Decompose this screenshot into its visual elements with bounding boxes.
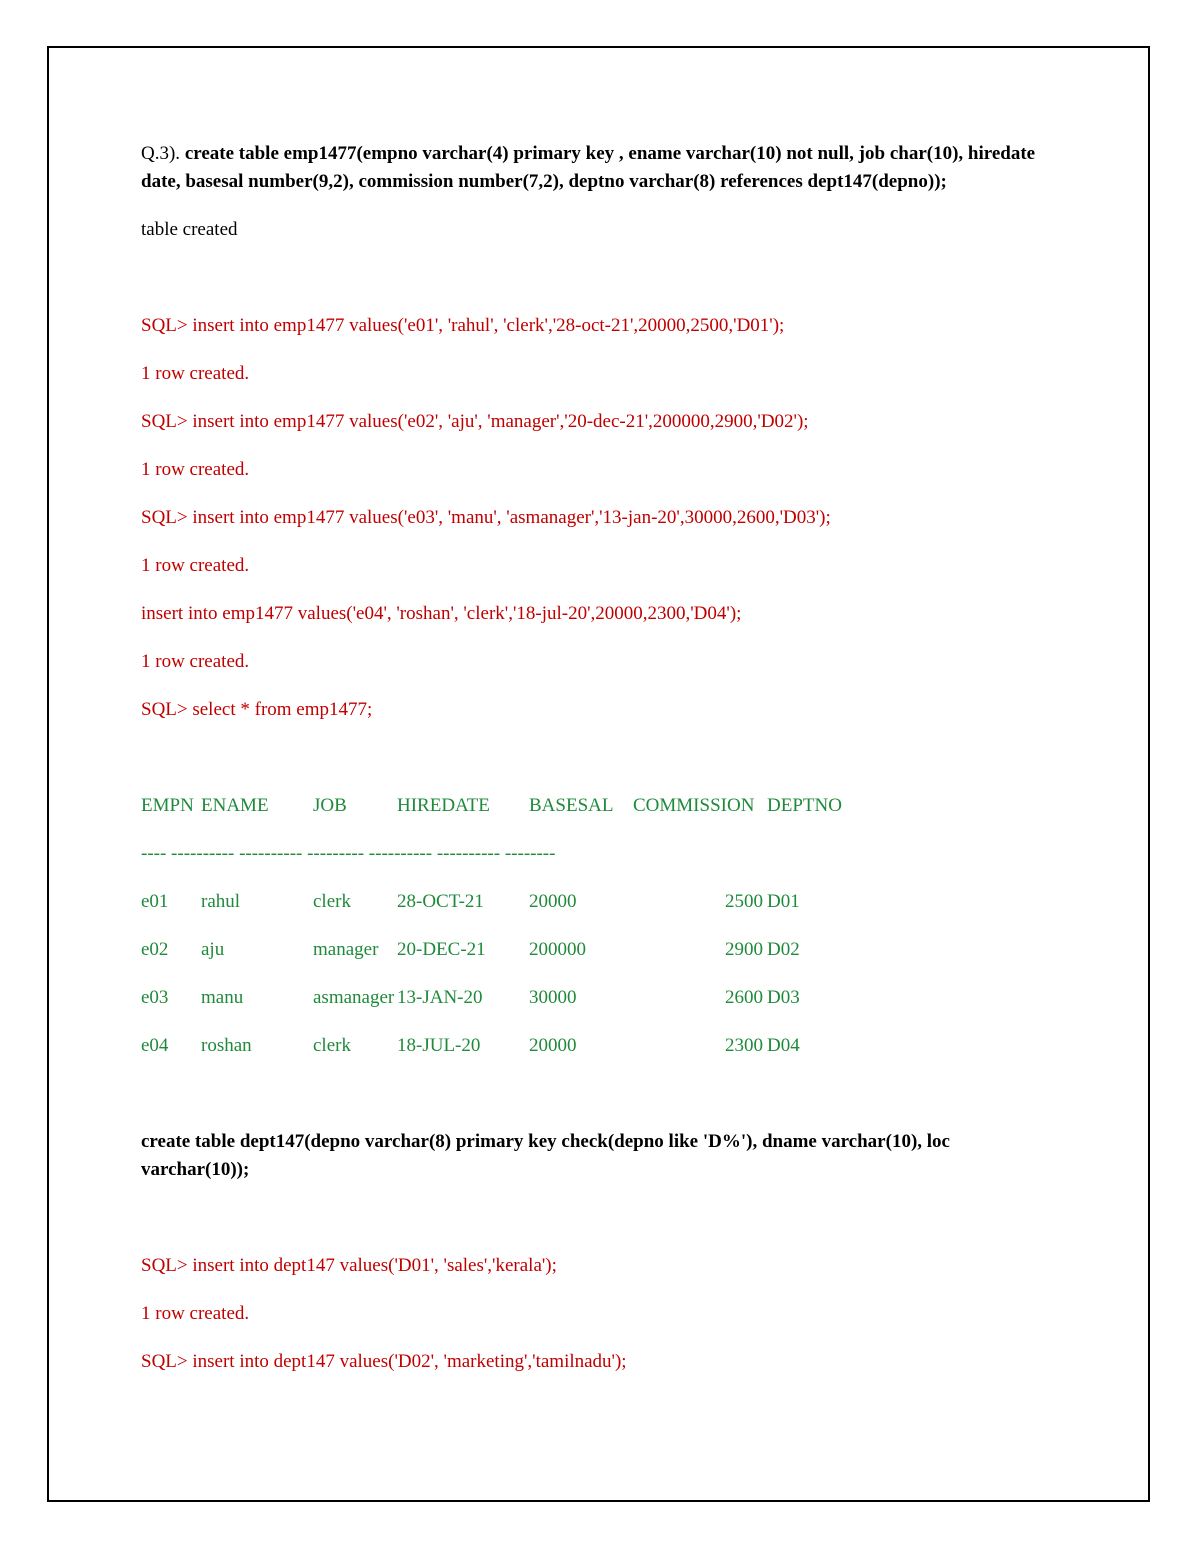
cell-basesal: 200000 xyxy=(529,939,586,960)
result-header-row xyxy=(141,782,867,830)
cell-basesal: 30000 xyxy=(529,987,577,1008)
cell-empno: e04 xyxy=(141,1035,169,1056)
header-empn: EMPN xyxy=(141,795,194,816)
emp-insert-stmt-2: SQL> insert into emp1477 values('e02', 'aju', 'manager','20-dec-21',200000,2900,'D02'); xyxy=(141,411,809,432)
emp-insert-stmt-1: SQL> insert into emp1477 values('e01', 'rahul', 'clerk','28-oct-21',20000,2500,'D01'); xyxy=(141,315,785,336)
cell-hiredate: 28-OCT-21 xyxy=(397,891,484,912)
cell-ename: roshan xyxy=(201,1035,252,1056)
emp-result-table xyxy=(141,782,867,1070)
cell-commission: 2300 xyxy=(725,1035,763,1056)
table-row xyxy=(141,1022,867,1070)
table-row xyxy=(141,974,867,1022)
emp-insert-result-4: 1 row created. xyxy=(141,651,250,672)
emp-insert-result-2: 1 row created. xyxy=(141,459,250,480)
q3-create-emp-statement xyxy=(141,140,1041,196)
document-content xyxy=(141,140,1041,1376)
emp-insert-stmt-4: insert into emp1477 values('e04', 'roshan', 'clerk','18-jul-20',20000,2300,'D04'); xyxy=(141,603,742,624)
cell-job: manager xyxy=(313,939,379,960)
cell-job: clerk xyxy=(313,891,351,912)
emp-insert-stmt-3: SQL> insert into emp1477 values('e03', 'manu', 'asmanager','13-jan-20',30000,2600,'D03'); xyxy=(141,507,831,528)
cell-job: asmanager xyxy=(313,987,395,1008)
header-ename: ENAME xyxy=(201,795,269,816)
cell-hiredate: 18-JUL-20 xyxy=(397,1035,481,1056)
result-separator: ---- ---------- ---------- --------- ---------- ---------- -------- xyxy=(141,843,556,864)
cell-hiredate: 20-DEC-21 xyxy=(397,939,486,960)
dept-insert-stmt-2: SQL> insert into dept147 values('D02', 'marketing','tamilnadu'); xyxy=(141,1351,627,1372)
header-job: JOB xyxy=(313,795,347,816)
cell-commission: 2600 xyxy=(725,987,763,1008)
cell-ename: manu xyxy=(201,987,244,1008)
create-dept-statement: create table dept147(depno varchar(8) primary key check(depno like 'D%'), dname varchar(10), loc varchar(10)); xyxy=(141,1131,950,1180)
select-statement: SQL> select * from emp1477; xyxy=(141,699,373,720)
cell-basesal: 20000 xyxy=(529,1035,577,1056)
table-created-message: table created xyxy=(141,219,238,240)
emp-insert-result-3: 1 row created. xyxy=(141,555,250,576)
result-separator-row xyxy=(141,830,867,878)
cell-deptno: D01 xyxy=(767,891,800,912)
header-deptno: DEPTNO xyxy=(767,795,842,816)
cell-hiredate: 13-JAN-20 xyxy=(397,987,483,1008)
q3-label: Q.3). xyxy=(141,143,185,164)
cell-commission: 2900 xyxy=(725,939,763,960)
dept-insert-result-1: 1 row created. xyxy=(141,1303,250,1324)
cell-empno: e02 xyxy=(141,939,169,960)
cell-empno: e03 xyxy=(141,987,169,1008)
cell-commission: 2500 xyxy=(725,891,763,912)
header-basesal: BASESAL xyxy=(529,795,614,816)
cell-ename: aju xyxy=(201,939,225,960)
dept-insert-stmt-1: SQL> insert into dept147 values('D01', 'sales','kerala'); xyxy=(141,1255,557,1276)
header-commission: COMMISSION xyxy=(633,795,755,816)
cell-basesal: 20000 xyxy=(529,891,577,912)
cell-ename: rahul xyxy=(201,891,241,912)
create-emp-sql: create table emp1477(empno varchar(4) primary key , ename varchar(10) not null, job char(10), hiredate date, basesal number(9,2), commission number(7,2), deptno varchar(8) references dept147(depno)); xyxy=(141,143,1036,192)
cell-deptno: D04 xyxy=(767,1035,800,1056)
header-hiredate: HIREDATE xyxy=(397,795,490,816)
table-row xyxy=(141,926,867,974)
cell-job: clerk xyxy=(313,1035,351,1056)
cell-deptno: D03 xyxy=(767,987,800,1008)
cell-deptno: D02 xyxy=(767,939,800,960)
cell-empno: e01 xyxy=(141,891,169,912)
emp-insert-result-1: 1 row created. xyxy=(141,363,250,384)
table-row xyxy=(141,878,867,926)
